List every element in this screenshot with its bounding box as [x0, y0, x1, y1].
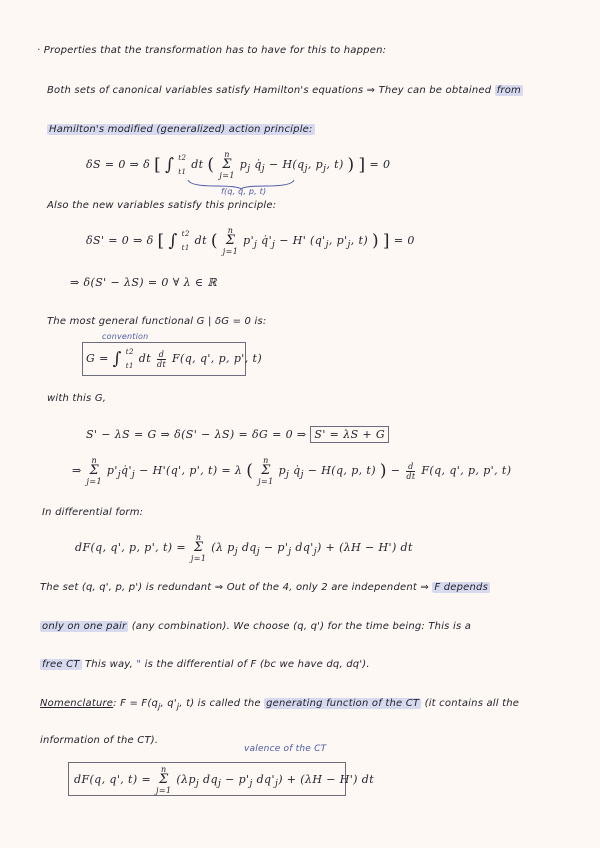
- ditto-mark: ": [136, 659, 142, 670]
- valence-annotation: valence of the CT: [244, 744, 327, 754]
- eq7-sub-j4: j: [313, 546, 317, 558]
- nomenclature-called: , t) is called the: [179, 698, 265, 709]
- final-sum-top: n: [160, 765, 167, 774]
- eq6-sum2-symbol: Σ: [261, 463, 271, 478]
- eq1-sub-j3: j: [304, 163, 308, 175]
- eq1-limit-top: t2: [178, 154, 187, 162]
- differential-form-heading: In differential form:: [42, 507, 144, 518]
- eq6-derivative-den: dt: [406, 471, 416, 481]
- eq2-sum: [223, 226, 238, 256]
- eq2-sum-symbol: Σ: [225, 233, 236, 248]
- g-limits: [126, 345, 134, 373]
- final-dqprime: dq': [252, 773, 275, 786]
- eq6-qdotprime: q̇': [121, 464, 132, 477]
- nomenclature-sub-j2: j: [176, 701, 180, 711]
- eq2-integral: ∫: [168, 231, 178, 251]
- eq6-derivative-num: d: [408, 461, 414, 471]
- g-derivative-num: d: [158, 349, 165, 359]
- eq1-t: , t): [326, 158, 344, 171]
- eq6-implies: ⇒: [72, 464, 82, 477]
- nomenclature-sub-j: j: [158, 701, 161, 711]
- eq1-sum-bottom: j=1: [219, 171, 235, 180]
- eq2-qdotprime: q̇': [257, 234, 273, 247]
- general-functional-line: The most general functional G | δG = 0 is:: [47, 316, 267, 327]
- eq7-sum: [191, 533, 206, 563]
- eq1-sub-j4: j: [323, 163, 327, 175]
- eq5-chain: S' − λS = G ⇒ δ(S' − λS) = δG = 0 ⇒: [86, 428, 307, 441]
- eq1-hamiltonian: − H(q: [265, 158, 305, 171]
- eq7-dqprime: dq': [291, 541, 314, 554]
- eq6-sum1-bottom: j=1: [86, 477, 103, 486]
- eq6-sum2-bottom: j=1: [258, 477, 274, 486]
- eq2-lhs: δS' = 0 ⇒ δ: [86, 234, 154, 247]
- equation-lagrangian-relation: [72, 456, 511, 486]
- equation-differential: [75, 533, 413, 563]
- eq1-rhs: = 0: [369, 158, 391, 171]
- eq7-sub-j3: j: [288, 546, 292, 558]
- eq2-sum-top: n: [227, 226, 234, 235]
- eq6-sum1: [87, 456, 102, 486]
- g-function: F(q, q', p, p', t): [171, 352, 263, 365]
- final-pprime: − p': [221, 773, 250, 786]
- final-lhs: dF(q, q', t) =: [74, 773, 152, 786]
- convention-annotation: convention: [102, 332, 149, 341]
- eq1-sub-j: j: [247, 163, 251, 175]
- eq6-sum2: [258, 456, 273, 486]
- eq2-sub-j4: j: [347, 239, 351, 251]
- final-sum-symbol: Σ: [158, 772, 169, 787]
- eq6-sub-j: j: [117, 469, 122, 481]
- g-definition: [86, 345, 262, 373]
- final-equation: [74, 765, 374, 795]
- final-sum: [156, 765, 171, 795]
- eq1-bracket-open: [: [154, 155, 162, 175]
- eq2-t: , t): [350, 234, 369, 247]
- eq7-sum-bottom: j=1: [190, 554, 207, 563]
- eq1-sum-top: n: [224, 150, 230, 159]
- eq1-paren-open: (: [207, 155, 215, 175]
- equation-delta-s: [86, 150, 390, 180]
- eq6-sub-j4: j: [300, 469, 304, 481]
- eq6-sub-j2: j: [131, 469, 136, 481]
- eq7-sub-j: j: [234, 546, 238, 558]
- highlight-from: from: [496, 85, 521, 96]
- g-integral: ∫: [112, 349, 122, 369]
- g-dt: dt: [138, 352, 152, 365]
- eq6-function: F(q, q', p, p', t): [421, 464, 512, 477]
- eq7-pprime: − p': [259, 541, 289, 554]
- final-lambda-p: (λp: [176, 773, 196, 786]
- eq2-hamiltonian: − H' (q': [275, 234, 326, 247]
- g-derivative: [157, 350, 166, 369]
- eq1-sub-j2: j: [261, 163, 266, 175]
- eq1-dt: dt: [191, 158, 204, 171]
- redundant-set-line: [40, 582, 490, 593]
- with-this-g-line: with this G,: [47, 393, 107, 404]
- eq7-lhs: dF(q, q', p, p', t) =: [75, 541, 186, 554]
- equation-s-relation: [86, 428, 389, 441]
- eq5-boxed-result: S' = λS + G: [310, 426, 389, 443]
- eq2-limit-top: t2: [181, 230, 190, 238]
- highlight-free-ct: free CT: [42, 659, 80, 670]
- nomenclature-line: [40, 698, 519, 711]
- eq2-sub-j2: j: [272, 239, 276, 251]
- action-principle-heading: [47, 124, 315, 135]
- eq6-minus: −: [390, 464, 401, 477]
- eq6-paren-open: (: [246, 461, 254, 481]
- highlight-action-principle: Hamilton's modified (generalized) action principle:: [49, 124, 313, 135]
- eq6-sum2-top: n: [263, 456, 269, 465]
- eq1-sum: [219, 150, 234, 180]
- eq2-limit-bottom: t1: [181, 244, 190, 252]
- highlight-one-pair: only on one pair: [42, 621, 127, 632]
- eq2-paren-open: (: [210, 231, 218, 251]
- final-sub-j3: j: [249, 778, 253, 790]
- eq7-sum-symbol: Σ: [193, 540, 204, 555]
- final-sub-j: j: [195, 778, 200, 790]
- final-sum-bottom: j=1: [156, 786, 172, 795]
- eq1-limits: [178, 151, 186, 179]
- eq2-sum-bottom: j=1: [222, 247, 239, 256]
- highlight-generating-function: generating function of the CT: [266, 698, 420, 709]
- free-ct-text-1: This way,: [81, 659, 137, 670]
- eq1-integral: ∫: [165, 155, 175, 175]
- eq6-paren-close: ): [379, 461, 387, 481]
- equation-delta-s-prime: [86, 226, 415, 256]
- eq6-derivative: [406, 462, 415, 481]
- final-sub-j2: j: [217, 778, 222, 790]
- eq1-paren-close: ): [347, 155, 355, 175]
- eq6-sub-j3: j: [286, 469, 290, 481]
- canonical-sentence-text: Both sets of canonical variables satisfy Hamilton's equations ⇒ They can be obtained: [47, 85, 492, 96]
- canonical-sentence: [47, 85, 523, 96]
- equation-lambda: ⇒ δ(S' − λS) = 0 ∀ λ ∈ ℝ: [70, 276, 217, 289]
- nomenclature-label: Nomenclature: [40, 698, 114, 709]
- eq6-sum1-top: n: [91, 456, 98, 465]
- eq2-bracket-open: [: [157, 231, 165, 251]
- nomenclature-f: : F = F(q: [113, 698, 159, 709]
- nomenclature-tail: (it contains all the: [421, 698, 520, 709]
- one-pair-text: (any combination). We choose (q, q') for the time being: This is a: [128, 621, 472, 632]
- eq7-dq: dq: [237, 541, 257, 554]
- eq1-pj: , p: [307, 158, 324, 171]
- eq7-sub-j2: j: [256, 546, 260, 558]
- eq2-limits: [182, 227, 190, 255]
- final-sub-j4: j: [274, 778, 279, 790]
- eq6-qdot: q̇: [289, 464, 301, 477]
- eq6-p: p: [278, 464, 287, 477]
- eq1-limit-bottom: t1: [178, 168, 187, 176]
- redundant-set-text: The set (q, q', p, p') is redundant ⇒ Out of the 4, only 2 are independent ⇒: [40, 582, 429, 593]
- g-limit-bottom: t1: [125, 362, 134, 370]
- g-lhs: G =: [86, 352, 109, 365]
- eq2-pprime: p': [243, 234, 255, 247]
- eq1-lhs: δS = 0 ⇒ δ: [86, 158, 151, 171]
- eq6-hprime: − H'(q', p', t) = λ: [135, 464, 243, 477]
- one-pair-line: [40, 621, 471, 632]
- eq7-lambda-p: (λ p: [211, 541, 235, 554]
- eq2-dt: dt: [194, 234, 207, 247]
- nomenclature-qprime: , q': [160, 698, 177, 709]
- eq2-rhs: = 0: [393, 234, 415, 247]
- highlight-f-depends: F depends: [434, 582, 488, 593]
- eq7-sum-top: n: [195, 533, 202, 542]
- eq1-sum-symbol: Σ: [222, 157, 232, 172]
- eq2-paren-close: ): [371, 231, 380, 251]
- eq1-qdot: q̇: [250, 158, 262, 171]
- eq7-rest: ) + (λH − H') dt: [316, 541, 413, 554]
- brace-annotation: f(q, q̇, p, t): [221, 187, 267, 196]
- eq1-p: p: [239, 158, 248, 171]
- final-rest: ) + (λH − H') dt: [278, 773, 375, 786]
- information-line: information of the CT).: [40, 735, 159, 746]
- eq2-sub-j: j: [254, 239, 258, 251]
- eq2-bracket-close: ]: [382, 231, 390, 251]
- new-variables-line: Also the new variables satisfy this principle:: [47, 200, 277, 211]
- eq2-sub-j3: j: [325, 239, 329, 251]
- free-ct-text-2: is the differential of F (bc we have dq, dq').: [141, 659, 370, 670]
- free-ct-line: [40, 659, 370, 670]
- eq1-bracket-close: ]: [358, 155, 366, 175]
- g-derivative-den: dt: [156, 359, 167, 369]
- eq6-pprime: p': [106, 464, 118, 477]
- final-dq: dq: [199, 773, 218, 786]
- eq2-pjprime: , p': [328, 234, 348, 247]
- intro-line: · Properties that the transformation has to have for this to happen:: [37, 45, 387, 56]
- eq6-sum1-symbol: Σ: [89, 463, 100, 478]
- g-limit-top: t2: [125, 348, 134, 356]
- eq6-h: − H(q, p, t): [303, 464, 376, 477]
